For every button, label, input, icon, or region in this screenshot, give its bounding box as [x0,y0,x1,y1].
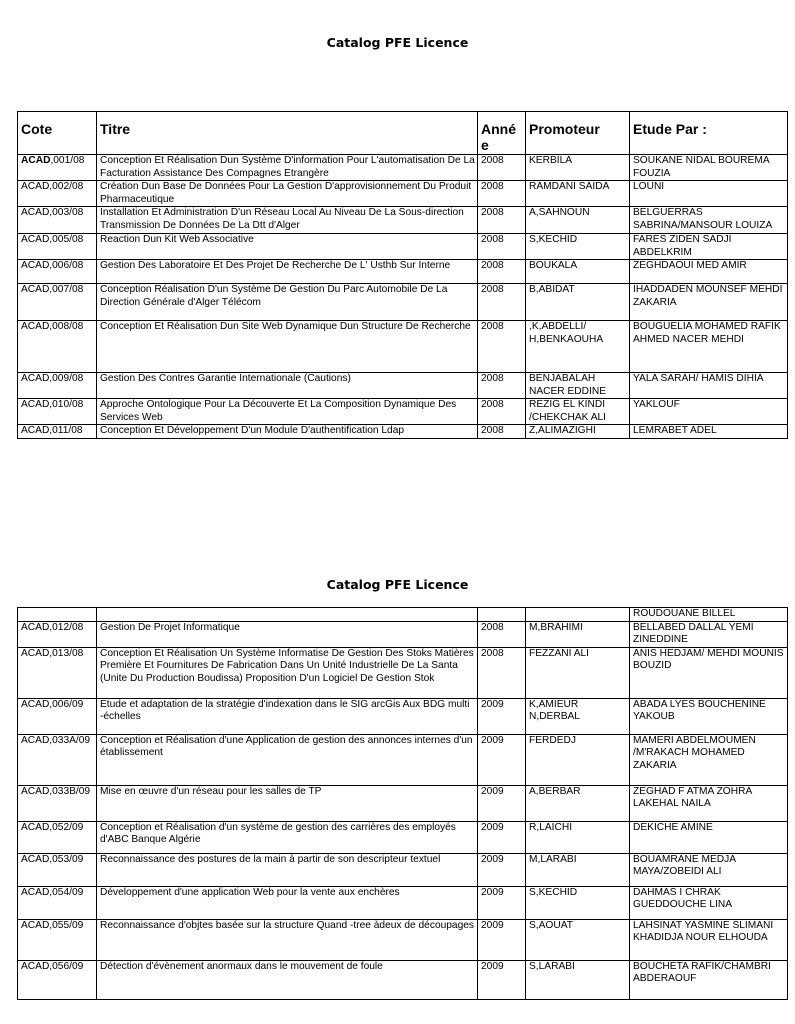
annee-cell [478,207,526,234]
cote-text: ACAD,012/08 [21,621,84,633]
cote-cell [18,960,97,999]
promoteur-cell-text: KERBILA [529,155,573,166]
promoteur-cell [526,621,630,647]
titre-cell-text: Reconnaissance d'objtes basée sur la structure Quand -tree àdeux de découpages [100,919,475,931]
promoteur-cell-text: B,ABIDAT [529,284,575,295]
annee-cell [478,621,526,647]
table-row [18,853,788,886]
titre-cell [97,886,478,919]
etude-cell [630,399,788,425]
etude-cell [630,207,788,234]
cote-cell [18,155,97,181]
titre-cell-text: Développement d'une application Web pour la vente aux enchères [100,886,400,898]
promoteur-cell-text: ,K,ABDELLI/ H,BENKAOUHA [529,321,604,345]
annee-cell [478,647,526,698]
annee-cell [478,919,526,960]
etude-cell-text: MAMERI ABDELMOUMEN /M'RAKACH MOHAMED ZAKARIA [633,734,756,771]
annee-cell-text: 2008 [481,373,504,384]
etude-cell [630,425,788,439]
cote-cell [18,821,97,853]
cote-cell [18,181,97,207]
cote-cell [18,734,97,785]
titre-cell [97,734,478,785]
table-row [18,821,788,853]
etude-cell [630,821,788,853]
titre-cell-text: Conception Et Réalisation Dun Système D'information Pour L'automatisation De La Facturation Assistance Des Compagnes Etrangère [100,155,475,179]
promoteur-cell [526,399,630,425]
titre-cell-text: Création Dun Base De Données Pour La Gestion D'approvisionnement Du Produit Pharmaceutique [100,181,472,205]
etude-cell [630,647,788,698]
titre-cell [97,785,478,821]
cote-cell [18,207,97,234]
cote-text: ACAD,011/08 [21,425,83,436]
titre-cell-text: Installation Et Administration D'un Réseau Local Au Niveau De La Sous-direction Transmission De Données De La Dtt d'Alger [100,207,464,231]
titre-cell [97,373,478,399]
promoteur-cell [526,234,630,260]
annee-cell-text: 2008 [481,647,504,659]
annee-cell-text: 2008 [481,181,504,192]
cote-cell [18,853,97,886]
etude-cell-text: BELLABED DALLAL YEMI ZINEDDINE [633,621,754,645]
table-row [18,234,788,260]
etude-cell-text: DAHMAS I CHRAK GUEDDOUCHE LINA [633,886,733,910]
annee-cell-text: 2008 [481,234,504,245]
promoteur-cell-text: RAMDANI SAIDA [529,181,610,192]
promoteur-cell [526,886,630,919]
titre-cell [97,234,478,260]
titre-cell-text: Conception Réalisation D'un Système De Gestion Du Parc Automobile De La Direction Générale d'Alger Télécom [100,284,448,308]
etude-cell-text: IHADDADEN MOUNSEF MEHDI ZAKARIA [633,284,783,308]
header-etude: Etude Par : [630,112,788,155]
annee-cell [478,698,526,734]
table-row [18,960,788,999]
table-row [18,425,788,439]
etude-cell-text: BOUGUELIA MOHAMED RAFIK AHMED NACER MEHDI [633,321,781,345]
promoteur-cell-text: S,KECHID [529,234,578,245]
cote-text: ACAD,033B/09 [21,785,91,797]
annee-cell [478,399,526,425]
promoteur-cell-text: REZIG EL KINDI /CHEKCHAK ALI [529,399,606,423]
table-row [18,608,788,622]
annee-cell-text: 2009 [481,785,504,797]
annee-cell [478,181,526,207]
promoteur-cell-text: A,SAHNOUN [529,207,590,218]
table-row [18,919,788,960]
annee-cell [478,785,526,821]
promoteur-cell [526,785,630,821]
annee-cell-text: 2008 [481,284,504,295]
titre-cell [97,853,478,886]
cote-cell [18,399,97,425]
promoteur-cell [526,284,630,321]
titre-cell [97,260,478,284]
cote-text: ACAD,010/08 [21,399,84,410]
promoteur-cell-text: S,LARABI [529,960,575,972]
catalog-table [17,111,788,439]
cote-cell [18,608,97,622]
table-row [18,785,788,821]
annee-cell [478,734,526,785]
cote-text: ACAD,008/08 [21,321,84,332]
promoteur-cell [526,853,630,886]
table-row [18,284,788,321]
annee-cell-text: 2008 [481,321,504,332]
table-row [18,647,788,698]
promoteur-cell [526,155,630,181]
titre-cell-text: Etude et adaptation de la stratégie d'indexation dans le SIG arcGis Aux BDG multi -échelles [100,698,470,722]
etude-cell-text: FARES ZIDEN SADJI ABDELKRIM [633,234,732,258]
cote-cell [18,284,97,321]
etude-cell-text: ABADA LYES BOUCHENINE YAKOUB [633,698,766,722]
etude-cell-text: BOUAMRANE MEDJA MAYA/ZOBEIDI ALI [633,853,736,877]
etude-cell-text: ZEGHDAOUI MED AMIR [633,260,747,271]
etude-cell [630,260,788,284]
promoteur-cell-text: FEZZANI ALI [529,647,590,659]
promoteur-cell [526,207,630,234]
table-row [18,321,788,373]
cote-cell [18,785,97,821]
etude-cell [630,284,788,321]
promoteur-cell [526,698,630,734]
annee-cell [478,821,526,853]
cote-cell [18,425,97,439]
cote-cell [18,698,97,734]
etude-cell-text: LOUNI [633,181,665,192]
cote-text: ACAD,007/08 [21,284,84,295]
titre-cell [97,821,478,853]
etude-cell-text: BELGUERRAS SABRINA/MANSOUR LOUIZA [633,207,773,231]
cote-cell [18,919,97,960]
annee-cell-text: 2008 [481,207,504,218]
annee-cell [478,321,526,373]
promoteur-cell-text: Z,ALIMAZIGHI [529,425,596,436]
table-row [18,734,788,785]
annee-cell [478,853,526,886]
catalog-table [17,607,788,1000]
cote-text: ACAD,003/08 [21,207,84,218]
annee-cell [478,373,526,399]
titre-cell-text: Mise en œuvre d'un réseau pour les salles de TP [100,785,322,797]
etude-cell [630,155,788,181]
annee-cell-text: 2008 [481,260,504,271]
cote-text: ACAD,054/09 [21,886,84,898]
titre-cell-text: Détection d'évènement anormaux dans le mouvement de foule [100,960,383,972]
annee-cell-text: 2009 [481,821,504,833]
titre-cell [97,647,478,698]
cote-cell [18,321,97,373]
table-row [18,207,788,234]
titre-cell-text: Conception Et Développement D'un Module D'authentification Ldap [100,425,405,436]
titre-cell-text: Approche Ontologique Pour La Découverte Et La Composition Dynamique Des Services Web [100,399,457,423]
etude-cell-text: YALA SARAH/ HAMIS DIHIA [633,373,764,384]
table-row [18,621,788,647]
promoteur-cell-text: R,LAICHI [529,821,573,833]
page-title: Catalog PFE Licence [326,577,469,592]
annee-cell [478,425,526,439]
cote-text: ACAD,013/08 [21,647,84,659]
promoteur-cell [526,919,630,960]
etude-cell [630,785,788,821]
table-row [18,260,788,284]
promoteur-cell-text: FERDEDJ [529,734,576,746]
promoteur-cell [526,821,630,853]
titre-cell [97,425,478,439]
promoteur-cell [526,260,630,284]
etude-cell-text: ROUDOUANE BILLEL [633,608,736,619]
cote-cell [18,373,97,399]
etude-cell-text: DEKICHE AMINE [633,821,713,833]
promoteur-cell [526,647,630,698]
titre-cell [97,621,478,647]
titre-cell [97,155,478,181]
table-row [18,399,788,425]
titre-cell-text: Gestion Des Contres Garantie Internationale (Cautions) [100,373,351,384]
promoteur-cell [526,181,630,207]
titre-cell [97,181,478,207]
promoteur-cell-text: S,AOUAT [529,919,573,931]
annee-cell-text: 2009 [481,698,504,710]
annee-cell-text: 2008 [481,399,504,410]
cote-text: ACAD,002/08 [21,181,84,192]
cote-cell [18,647,97,698]
etude-cell-text: YAKLOUF [633,399,680,410]
cote-cell [18,886,97,919]
annee-cell [478,234,526,260]
header-cote: Cote [18,112,97,155]
cote-text: ACAD,009/08 [21,373,84,384]
etude-cell-text: BOUCHETA RAFIK/CHAMBRI ABDERAOUF [633,960,771,984]
titre-cell-text: Reconnaissance des postures de la main à partir de son descripteur textuel [100,853,441,865]
titre-cell [97,399,478,425]
cote-text: ACAD,052/09 [21,821,84,833]
annee-cell [478,608,526,622]
cote-text: ACAD,006/09 [21,698,84,710]
annee-cell-text: 2008 [481,155,504,166]
annee-cell-text: 2009 [481,853,504,865]
promoteur-cell [526,608,630,622]
etude-cell [630,234,788,260]
etude-cell [630,960,788,999]
titre-cell-text: Conception et Réalisation d'une Application de gestion des annonces internes d'un établissement [100,734,473,758]
table-header-row [18,112,788,155]
etude-cell [630,853,788,886]
titre-cell-text: Conception Et Réalisation Dun Site Web Dynamique Dun Structure De Recherche [100,321,471,332]
etude-cell [630,321,788,373]
titre-cell-text: Gestion De Projet Informatique [100,621,240,633]
etude-cell-text: LAHSINAT YASMINE SLIMANI KHADIDJA NOUR ELHOUDA [633,919,774,943]
cote-text: ACAD,055/09 [21,919,84,931]
titre-cell-text: Reaction Dun Kit Web Associative [100,234,254,245]
etude-cell-text: LEMRABET ADEL [633,425,717,436]
titre-cell-text: Conception et Réalisation d'un système de gestion des carrières des employés d'ABC Banque Algérie [100,821,456,845]
etude-cell [630,181,788,207]
etude-cell [630,734,788,785]
promoteur-cell-text: BENJABALAH NACER EDDINE [529,373,606,397]
cote-cell [18,621,97,647]
titre-cell [97,608,478,622]
titre-cell-text: Gestion Des Laboratoire Et Des Projet De Recherche De L' Usthb Sur Interne [100,260,451,271]
annee-cell-text: 2009 [481,886,504,898]
titre-cell [97,919,478,960]
annee-cell-text: 2009 [481,734,504,746]
titre-cell [97,698,478,734]
etude-cell-text: SOUKANE NIDAL BOUREMA FOUZIA [633,155,770,179]
promoteur-cell-text: M,BRAHIMI [529,621,583,633]
cote-cell [18,260,97,284]
titre-cell [97,321,478,373]
etude-cell [630,919,788,960]
etude-cell [630,698,788,734]
promoteur-cell [526,321,630,373]
cote-cell [18,234,97,260]
promoteur-cell [526,425,630,439]
titre-cell-text: Conception Et Réalisation Un Système Informatise De Gestion Des Stoks Matières Première Et Fournitures De Fabrication Dans Un Unité Industrielle De La Santa (Unite Du Production Boudissa) Proposition D'un Logiciel De Gestion Stok [100,647,474,684]
cote-text: ACAD,005/08 [21,234,84,245]
header-annee: Anné e [478,112,526,155]
promoteur-cell [526,960,630,999]
cote-text: ACAD,033A/09 [21,734,91,746]
cote-text: ACAD,056/09 [21,960,84,972]
promoteur-cell [526,373,630,399]
page-title: Catalog PFE Licence [326,35,469,50]
annee-cell [478,886,526,919]
annee-cell-text: 2009 [481,919,504,931]
promoteur-cell-text: S,KECHID [529,886,578,898]
table-row [18,698,788,734]
promoteur-cell-text: M,LARABI [529,853,577,865]
table-row [18,886,788,919]
etude-cell [630,373,788,399]
etude-cell [630,886,788,919]
annee-cell [478,284,526,321]
header-titre: Titre [97,112,478,155]
header-promoteur: Promoteur [526,112,630,155]
annee-cell-text: 2009 [481,960,504,972]
promoteur-cell-text: K,AMIEUR N,DERBAL [529,698,580,722]
table-row [18,155,788,181]
promoteur-cell [526,734,630,785]
cote-text: ACAD,053/09 [21,853,84,865]
table-row [18,181,788,207]
table-row [18,373,788,399]
annee-cell [478,260,526,284]
annee-cell [478,960,526,999]
annee-cell [478,155,526,181]
etude-cell-text: ZEGHAD F ATMA ZOHRA LAKEHAL NAILA [633,785,752,809]
cote-text: ACAD,006/08 [21,260,84,271]
annee-cell-text: 2008 [481,425,504,436]
cote-text: ,001/08 [50,155,85,166]
annee-cell-text: 2008 [481,621,504,633]
etude-cell-text: ANIS HEDJAM/ MEHDI MOUNIS BOUZID [633,647,784,671]
titre-cell [97,960,478,999]
cote-prefix: ACAD [21,155,51,166]
titre-cell [97,207,478,234]
etude-cell [630,608,788,622]
etude-cell [630,621,788,647]
titre-cell [97,284,478,321]
promoteur-cell-text: A,BERBAR [529,785,581,797]
promoteur-cell-text: BOUKALA [529,260,578,271]
